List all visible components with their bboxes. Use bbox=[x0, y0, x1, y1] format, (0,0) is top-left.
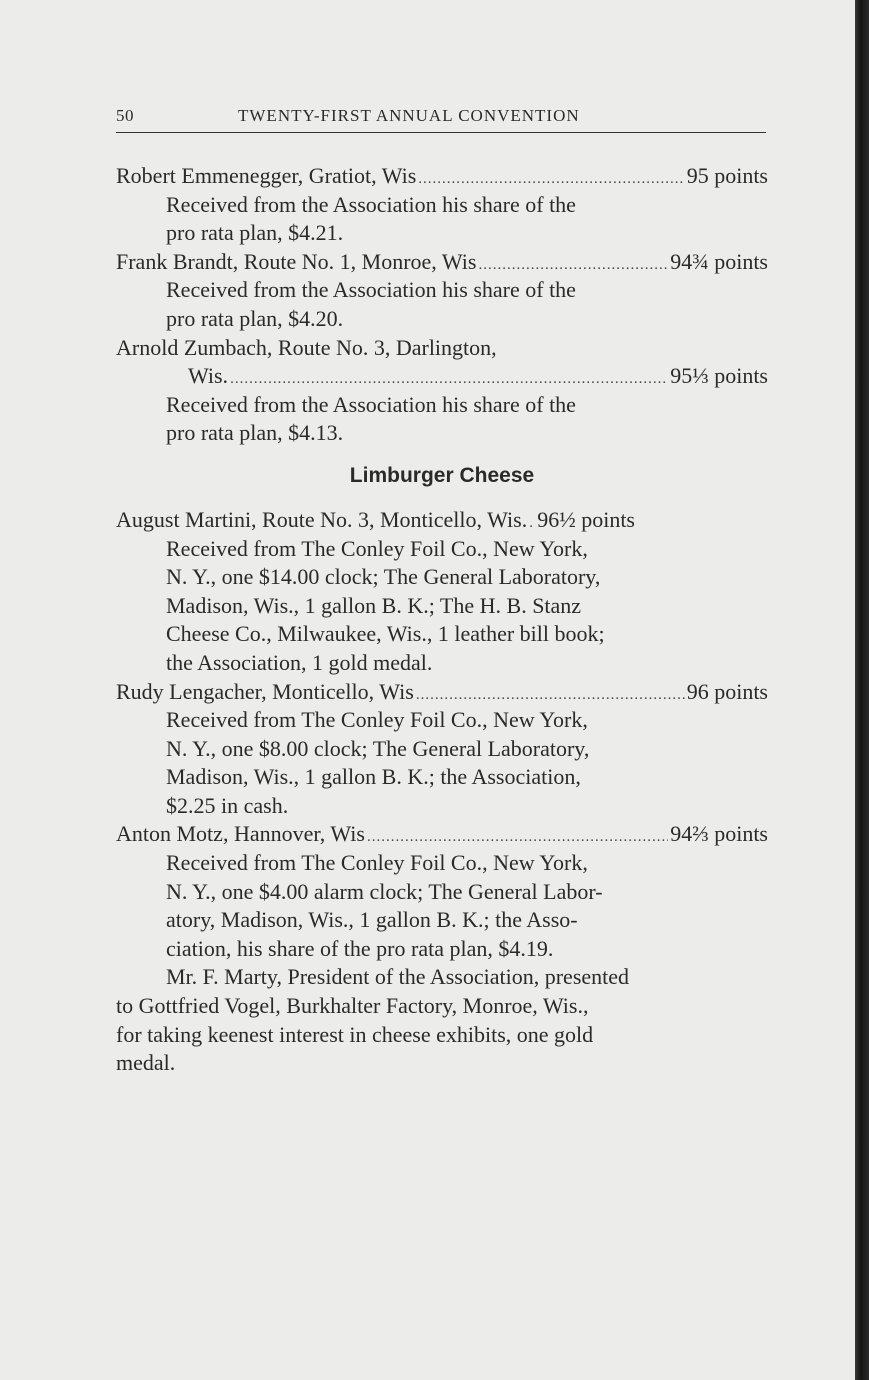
dot-leader bbox=[416, 681, 685, 710]
paragraph-line: for taking keenest interest in cheese exhibits, one gold bbox=[116, 1021, 594, 1047]
entry-detail: pro rata plan, $4.13. bbox=[166, 420, 344, 446]
entry-name: August Martini, Route No. 3, Monticello, Wis. bbox=[116, 506, 528, 532]
paragraph-line: to Gottfried Vogel, Burkhalter Factory, Monroe, Wis., bbox=[116, 993, 589, 1019]
entry-detail: Cheese Co., Milwaukee, Wis., 1 leather bill book; bbox=[166, 621, 605, 647]
paragraph-line: Mr. F. Marty, President of the Association, presented bbox=[166, 964, 630, 990]
dot-leader bbox=[418, 165, 684, 194]
entry-detail: N. Y., one $8.00 clock; The General Laboratory, bbox=[166, 735, 590, 761]
entry-detail: Received from The Conley Foil Co., New York, bbox=[166, 707, 588, 733]
paragraph-line: medal. bbox=[116, 1050, 176, 1076]
entry-name: Robert Emmenegger, Gratiot, Wis bbox=[116, 163, 417, 188]
entry-detail: the Association, 1 gold medal. bbox=[166, 649, 433, 675]
entry-detail: atory, Madison, Wis., 1 gallon B. K.; the Asso- bbox=[166, 907, 578, 933]
entry-detail: N. Y., one $14.00 clock; The General Laboratory, bbox=[166, 564, 601, 590]
entry-detail: Received from The Conley Foil Co., New York, bbox=[166, 850, 588, 876]
entry-detail: Received from the Association his share of the bbox=[166, 191, 576, 217]
entry-line-continued bbox=[116, 362, 768, 391]
running-title: TWENTY-FIRST ANNUAL CONVENTION bbox=[238, 106, 580, 125]
page-body bbox=[116, 162, 768, 1078]
entry-name: Rudy Lengacher, Monticello, Wis bbox=[116, 678, 414, 704]
entry-points: 96½ points bbox=[537, 506, 635, 532]
entry-detail: Received from The Conley Foil Co., New York, bbox=[166, 535, 588, 561]
entry-detail: Madison, Wis., 1 gallon B. K.; The H. B. Stanz bbox=[166, 592, 582, 618]
entry-name: Arnold Zumbach, Route No. 3, Darlington, bbox=[116, 334, 497, 360]
entry-detail: Received from the Association his share of the bbox=[166, 391, 576, 417]
entry-detail: pro rata plan, $4.20. bbox=[166, 305, 344, 331]
entry-points: 94⅔ points bbox=[670, 821, 768, 847]
entry-line bbox=[116, 820, 768, 849]
entry-detail: ciation, his share of the pro rata plan, $4.19. bbox=[166, 935, 554, 961]
entry-name: Frank Brandt, Route No. 1, Monroe, Wis bbox=[116, 248, 477, 274]
entry-detail: Received from the Association his share of the bbox=[166, 277, 576, 303]
dot-leader bbox=[367, 823, 668, 852]
entry-points: 95⅓ points bbox=[670, 363, 768, 389]
dot-leader bbox=[478, 251, 668, 280]
entry-name: Anton Motz, Hannover, Wis bbox=[116, 821, 365, 847]
entry-detail: pro rata plan, $4.21. bbox=[166, 220, 344, 246]
dot-leader bbox=[529, 509, 535, 538]
entry-line bbox=[116, 678, 768, 707]
entry-line bbox=[116, 334, 768, 363]
entry-line bbox=[116, 162, 768, 191]
page-header bbox=[116, 104, 766, 133]
book-page-edge bbox=[855, 0, 869, 1380]
entry-points: 96 points bbox=[686, 678, 768, 704]
entry-detail: N. Y., one $4.00 alarm clock; The General Labor- bbox=[166, 878, 603, 904]
entry-points: 94¾ points bbox=[670, 248, 768, 274]
dot-leader bbox=[230, 365, 668, 394]
entry-line bbox=[116, 506, 768, 535]
entry-detail: $2.25 in cash. bbox=[166, 792, 289, 818]
entry-detail: Madison, Wis., 1 gallon B. K.; the Association, bbox=[166, 764, 581, 790]
page-number: 50 bbox=[116, 106, 134, 125]
section-heading: Limburger Cheese bbox=[349, 463, 535, 487]
entry-name-continued: Wis. bbox=[188, 363, 229, 389]
entry-line bbox=[116, 248, 768, 277]
entry-points: 95 points bbox=[686, 163, 768, 188]
